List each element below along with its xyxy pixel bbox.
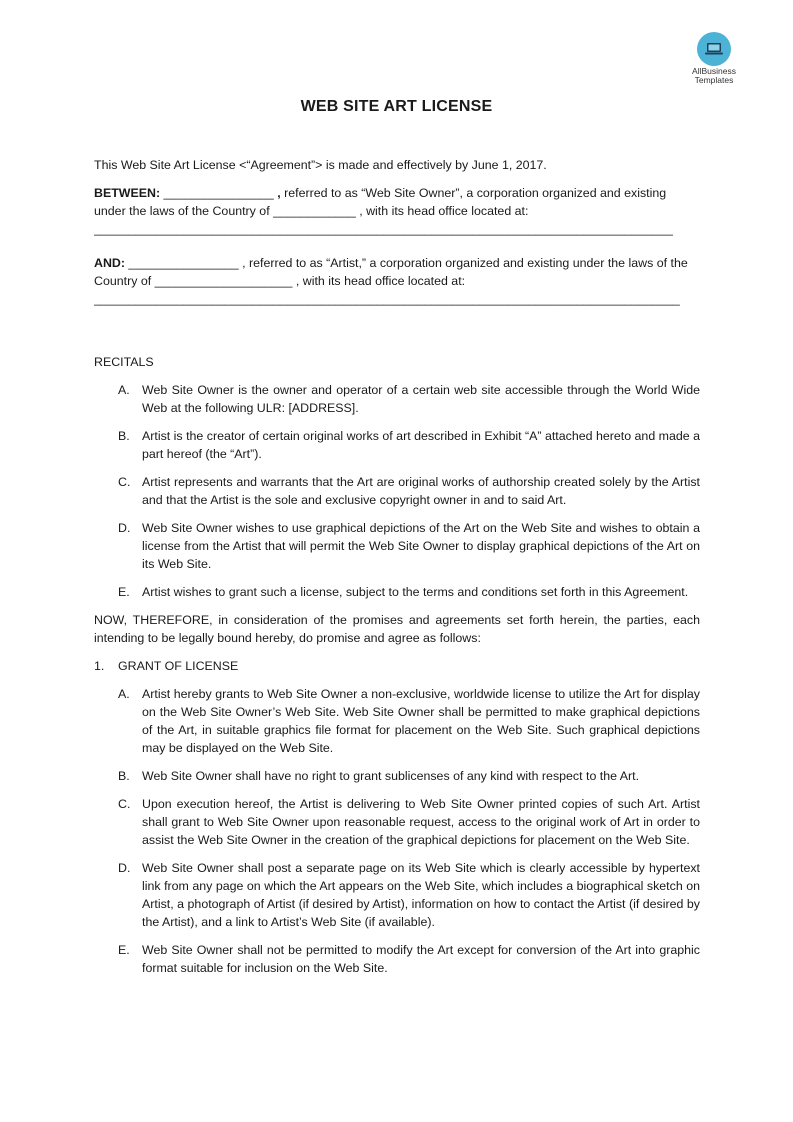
grant-text: Upon execution hereof, the Artist is delivering to Web Site Owner printed copies of such Art. Artist shall grant to Web Site Owner upon reasonable request, access to the original work of Art in order to assist the Web Site Owner in the creation of the graphical depictions for placement on the Web Site. [142,797,700,847]
grant-letter: A. [118,687,130,701]
between-paragraph [94,184,700,220]
grant-item [94,685,700,757]
recital-text: Artist is the creator of certain original works of art described in Exhibit “A” attached hereto and made a part hereof (the “Art”). [142,429,700,461]
laptop-icon [697,32,731,66]
recital-letter: D. [118,521,131,535]
and-address-line: _____________________________________________________________________________________ [94,292,680,306]
recital-text: Web Site Owner wishes to use graphical depictions of the Art on the Web Site and wishes to obtain a license from the Artist that will permit the Web Site Owner to display graphical depictions of the Art on its Web Site. [142,521,700,571]
between-label: BETWEEN: [94,186,161,200]
recital-text: Artist wishes to grant such a license, subject to the terms and conditions set forth in this Agreement. [142,585,689,599]
now-therefore-paragraph: NOW, THEREFORE, in consideration of the promises and agreements set forth herein, the parties, each intending to be legally bound hereby, do promise and agree as follows: [94,613,700,645]
recital-item [94,473,700,509]
between-address-line: ____________________________________________________________________________________ [94,222,673,236]
grant-list [94,685,700,977]
brand-logo [684,32,744,85]
recitals-heading: RECITALS [94,355,154,369]
recital-item [94,519,700,573]
grant-text: Artist hereby grants to Web Site Owner a non-exclusive, worldwide license to utilize the Art for display on the Web Site Owner’s Web Site. Web Site Owner shall be permitted to make graphical depictions of the Art, in suitable graphics file format for placement on the Web Site. Such graphical depictions may be displayed on the Web Site. [142,687,700,755]
grant-letter: B. [118,769,130,783]
between-comma: , [277,186,281,200]
logo-line-2: Templates [694,75,734,85]
recital-item [94,583,700,601]
recital-letter: E. [118,585,130,599]
and-text: ________________ , referred to as “Artist,” a corporation organized and existing under the laws of the Country of ____________________ , with its head office located at: [94,256,688,288]
grant-letter: D. [118,861,131,875]
between-text: referred to as “Web Site Owner”, a corporation organized and existing under the laws of the Country of ____________ , with its head office located at: [94,186,667,218]
recital-text: Artist represents and warrants that the Art are original works of authorship created solely by the Artist and that the Artist is the sole and exclusive copyright owner in and to said Art. [142,475,700,507]
grant-item [94,859,700,931]
grant-letter: E. [118,943,130,957]
document-title: WEB SITE ART LICENSE [300,98,493,115]
recital-text: Web Site Owner is the owner and operator of a certain web site accessible through the World Wide Web at the following ULR: [ADDRESS]. [142,383,700,415]
grant-text: Web Site Owner shall not be permitted to modify the Art except for conversion of the Art into graphic format suitable for inclusion on the Web Site. [142,943,700,975]
grant-text: Web Site Owner shall post a separate page on its Web Site which is clearly accessible by hypertext link from any page on which the Art appears on the Web Site, which includes a biographical sketch on Artist, a photograph of Artist (if desired by Artist), information on how to contact the Artist (if desired by the Artist), and a link to Artist’s Web Site (if available). [142,861,700,929]
recital-letter: C. [118,475,131,489]
grant-item [94,767,700,785]
grant-heading [94,657,700,675]
logo-text [684,67,744,85]
grant-letter: C. [118,797,131,811]
recital-item [94,427,700,463]
recitals-list [94,381,700,601]
recital-letter: A. [118,383,130,397]
between-blank: ________________ [160,186,278,200]
recital-item [94,381,700,417]
recital-letter: B. [118,429,130,443]
grant-item [94,941,700,977]
and-party [94,254,700,308]
intro-paragraph: This Web Site Art License <“Agreement”> is made and effectively by June 1, 2017. [94,158,547,172]
document-body [94,156,700,987]
logo-line-1: AllBusiness [692,66,736,76]
grant-title: GRANT OF LICENSE [118,659,239,673]
and-label: AND: [94,256,125,270]
between-party [94,184,700,238]
and-paragraph [94,254,700,290]
grant-number: 1. [94,659,105,673]
grant-text: Web Site Owner shall have no right to grant sublicenses of any kind with respect to the Art. [142,769,640,783]
grant-item [94,795,700,849]
